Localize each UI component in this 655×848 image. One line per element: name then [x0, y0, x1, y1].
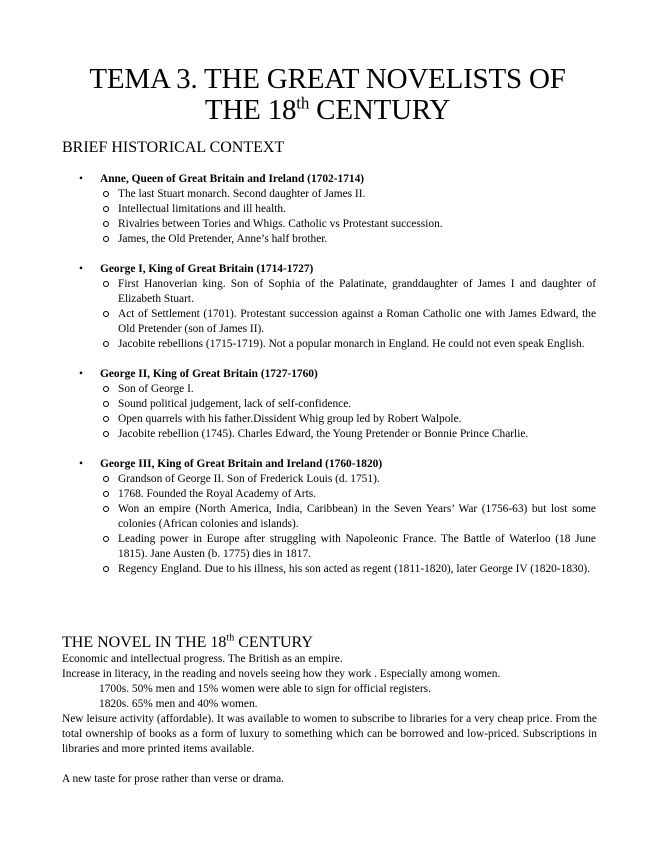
circle-bullet-icon [103, 386, 109, 392]
fact-item [100, 337, 596, 352]
fact-item [100, 307, 596, 337]
fact-item [100, 502, 596, 532]
literacy-stat: 1700s. 50% men and 15% women were able to sign for official registers. [99, 683, 431, 695]
facts-list [100, 472, 596, 577]
fact-text: Won an empire (North America, India, Caribbean) in the Seven Years’ War (1756-63) but lost some colonies (African colonies and islands). [118, 503, 596, 530]
fact-item [100, 382, 596, 397]
fact-text: Leading power in Europe after struggling with Napoleonic France. The Battle of Waterloo (18 June 1815). Jane Austen (b. 1775) dies in 1817. [118, 533, 596, 560]
fact-text: Son of George I. [118, 383, 194, 395]
novel-heading-post: CENTURY [234, 634, 313, 651]
fact-text: The last Stuart monarch. Second daughter of James II. [118, 188, 366, 200]
monarch-name: George I, King of Great Britain (1714-1727) [100, 263, 314, 275]
list-item-anne [62, 172, 596, 262]
fact-text: Regency England. Due to his illness, his son acted as regent (1811-1820), later George IV (1820-1830). [118, 563, 591, 575]
circle-bullet-icon [103, 221, 109, 227]
historical-context-section [62, 139, 597, 157]
title-line-2-post: CENTURY [309, 94, 451, 126]
facts-list [100, 277, 596, 352]
title-line-2-pre: THE 18 [204, 94, 297, 126]
circle-bullet-icon [103, 401, 109, 407]
fact-item [100, 532, 596, 562]
document-title [62, 0, 593, 126]
bullet-icon: • [79, 173, 83, 185]
fact-text: James, the Old Pretender, Anne’s half brother. [118, 233, 328, 245]
circle-bullet-icon [103, 506, 109, 512]
facts-list [100, 382, 596, 442]
novel-heading-pre: THE NOVEL IN THE 18 [62, 634, 227, 651]
fact-item [100, 202, 596, 217]
circle-bullet-icon [103, 476, 109, 482]
fact-item [100, 187, 596, 202]
list-item-george-i [62, 262, 596, 367]
fact-text: Jacobite rebellion (1745). Charles Edward, the Young Pretender or Bonnie Prince Charlie. [118, 428, 529, 440]
fact-item [100, 412, 596, 427]
novel-line: Increase in literacy, in the reading and novels seeing how they work . Especially among women. [62, 668, 501, 680]
fact-item [100, 232, 596, 247]
fact-text: First Hanoverian king. Son of Sophia of the Palatinate, granddaughter of James I and daughter of Elizabeth Stuart. [118, 278, 596, 305]
fact-item [100, 472, 596, 487]
circle-bullet-icon [103, 191, 109, 197]
circle-bullet-icon [103, 341, 109, 347]
fact-item [100, 562, 596, 577]
fact-text: Act of Settlement (1701). Protestant succession against a Roman Catholic one with James Edward, the Old Pretender (son of James II). [118, 308, 596, 335]
fact-item [100, 427, 596, 442]
circle-bullet-icon [103, 491, 109, 497]
literacy-stat: 1820s. 65% men and 40% women. [99, 698, 258, 710]
fact-text: Open quarrels with his father.Dissident Whig group led by Robert Walpole. [118, 413, 462, 425]
monarch-name: George III, King of Great Britain and Ireland (1760-1820) [100, 458, 383, 470]
monarch-name: George II, King of Great Britain (1727-1760) [100, 368, 318, 380]
facts-list [100, 187, 596, 247]
fact-text: Jacobite rebellions (1715-1719). Not a popular monarch in England. He could not even speak English. [118, 338, 585, 350]
novel-line: Economic and intellectual progress. The British as an empire. [62, 653, 343, 665]
circle-bullet-icon [103, 566, 109, 572]
title-line-1: TEMA 3. THE GREAT NOVELISTS OF [89, 63, 566, 95]
circle-bullet-icon [103, 236, 109, 242]
title-superscript: th [296, 93, 310, 113]
novel-paragraph: A new taste for prose rather than verse or drama. [62, 773, 285, 785]
novel-section [62, 634, 597, 787]
bullet-icon: • [79, 263, 83, 275]
circle-bullet-icon [103, 206, 109, 212]
monarch-name: Anne, Queen of Great Britain and Ireland (1702-1714) [100, 173, 365, 185]
bullet-icon: • [79, 368, 83, 380]
title-line-2 [205, 94, 450, 126]
fact-item [100, 277, 596, 307]
circle-bullet-icon [103, 416, 109, 422]
fact-item [100, 217, 596, 232]
fact-item [100, 487, 596, 502]
novel-paragraph: New leisure activity (affordable). It was available to women to subscribe to libraries for a very cheap price. From the total ownership of books as a form of luxury to something which can be borrowed and low-priced. Subscriptions in libraries and more printed items available. [62, 713, 597, 755]
kings-list [62, 172, 596, 577]
circle-bullet-icon [103, 536, 109, 542]
fact-text: Sound political judgement, lack of self-confidence. [118, 398, 352, 410]
circle-bullet-icon [103, 431, 109, 437]
fact-text: 1768. Founded the Royal Academy of Arts. [118, 488, 317, 500]
novel-heading [62, 634, 597, 652]
bullet-icon: • [79, 458, 83, 470]
fact-text: Grandson of George II. Son of Frederick Louis (d. 1751). [118, 473, 380, 485]
circle-bullet-icon [103, 311, 109, 317]
historical-context-heading: BRIEF HISTORICAL CONTEXT [62, 139, 285, 156]
circle-bullet-icon [103, 281, 109, 287]
fact-text: Rivalries between Tories and Whigs. Catholic vs Protestant succession. [118, 218, 443, 230]
fact-text: Intellectual limitations and ill health. [118, 203, 286, 215]
novel-heading-superscript: th [226, 632, 235, 644]
list-item-george-ii [62, 367, 596, 457]
fact-item [100, 397, 596, 412]
list-item-george-iii [62, 457, 596, 577]
